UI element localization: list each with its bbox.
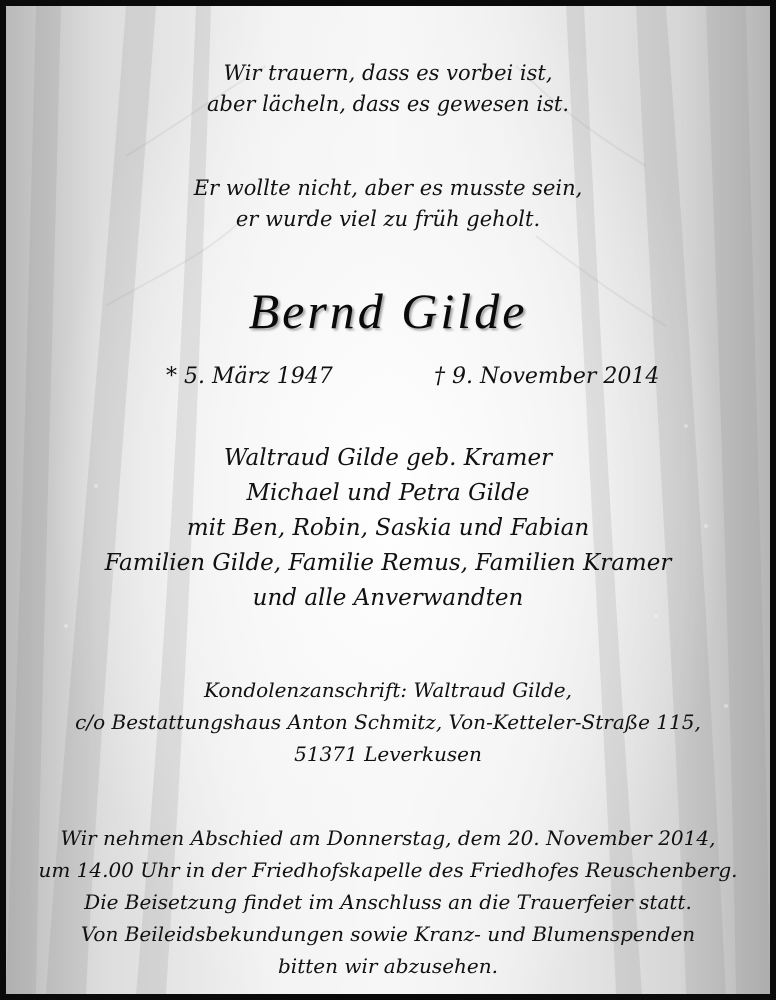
condolence-address-line: c/o Bestattungshaus Anton Schmitz, Von-Ketteler-Straße 115, xyxy=(75,710,701,734)
service-info-line: Die Beisetzung findet im Anschluss an die Trauerfeier statt. xyxy=(84,890,692,914)
service-info-line: um 14.00 Uhr in der Friedhofskapelle des Friedhofes Reuschenberg. xyxy=(38,858,738,882)
mourner-line: und alle Anverwandten xyxy=(252,585,524,611)
death-date: † 9. November 2014 xyxy=(434,364,660,389)
condolence-address-line: 51371 Leverkusen xyxy=(294,742,482,766)
birth-date: * 5. März 1947 xyxy=(166,364,333,389)
mourner-line: mit Ben, Robin, Saskia und Fabian xyxy=(186,515,590,541)
mourner-line: Waltraud Gilde geb. Kramer xyxy=(223,445,553,471)
verse-line: Wir trauern, dass es vorbei ist, xyxy=(223,61,553,85)
deceased-name: Bernd Gilde xyxy=(248,283,528,339)
verse-line: Er wollte nicht, aber es musste sein, xyxy=(193,176,583,200)
service-info-line: Von Beileidsbekundungen sowie Kranz- und Blumenspenden xyxy=(80,922,696,946)
verse-line: aber lächeln, dass es gewesen ist. xyxy=(206,92,569,116)
service-info-line: Wir nehmen Abschied am Donnerstag, dem 20. November 2014, xyxy=(60,826,716,850)
life-dates xyxy=(6,364,770,394)
mourner-line: Michael und Petra Gilde xyxy=(246,480,530,506)
condolence-address-line: Kondolenzanschrift: Waltraud Gilde, xyxy=(204,678,572,702)
mourner-line: Familien Gilde, Familie Remus, Familien Kramer xyxy=(104,550,672,576)
verse-line: er wurde viel zu früh geholt. xyxy=(235,207,541,231)
service-info-line: bitten wir abzusehen. xyxy=(278,954,498,978)
notice-content xyxy=(6,6,770,994)
